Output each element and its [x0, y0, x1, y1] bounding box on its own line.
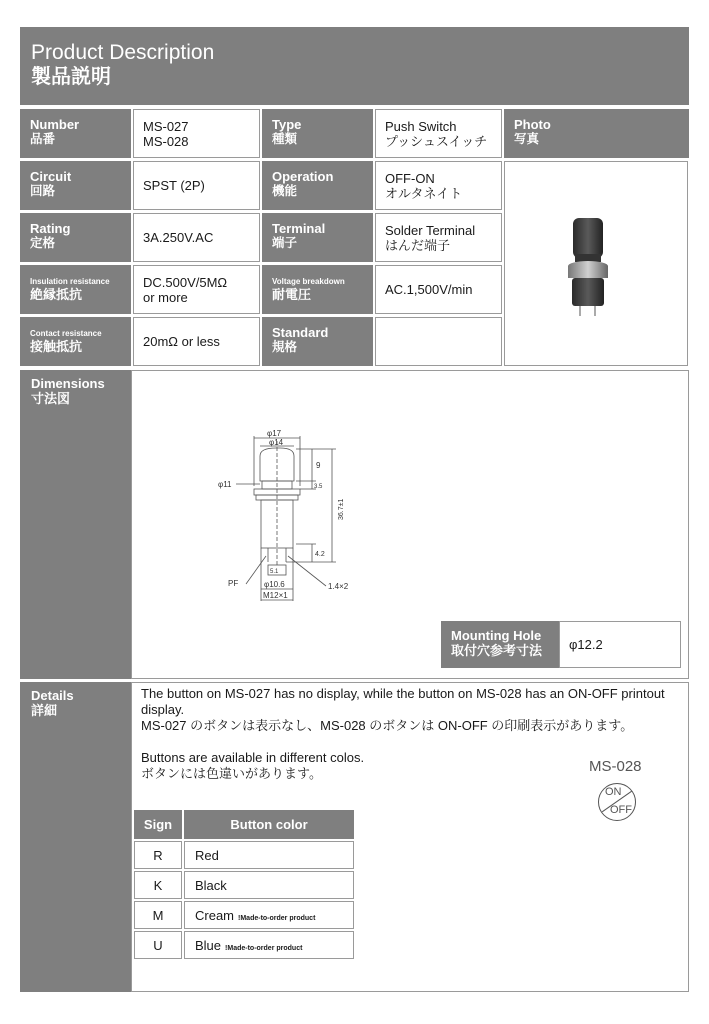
dimensions-label [20, 370, 131, 679]
dim-pf: PF [228, 579, 239, 588]
dimensions-content [131, 370, 689, 679]
rating-value-text: 3A.250V.AC [143, 230, 214, 245]
dim-phi106: φ10.6 [264, 580, 285, 589]
operation-value-jp: オルタネイト [385, 185, 463, 201]
dim-h42: 4.2 [315, 551, 325, 558]
page-subtitle: 製品説明 [31, 66, 111, 88]
circuit-value [133, 161, 260, 210]
type-value-jp: プッシュスイッチ [385, 133, 488, 149]
contact-value-text: 20mΩ or less [143, 334, 220, 349]
insulation-value [133, 265, 260, 314]
badge-off-text: OFF [610, 804, 632, 816]
operation-value [375, 161, 502, 210]
on-off-badge [598, 783, 636, 821]
details-para2 [141, 750, 541, 782]
number-label-jp: 品番 [30, 132, 56, 146]
contact-value [133, 317, 260, 366]
contact-label [20, 317, 131, 366]
mounting-hole-value [559, 621, 681, 668]
photo-label [504, 109, 689, 158]
standard-label [262, 317, 373, 366]
dimensions-label-jp: 寸法図 [31, 391, 71, 406]
insulation-label-en: Insulation resistance [30, 277, 110, 286]
number-value [133, 109, 260, 158]
dim-term: 1.4×2 [328, 582, 349, 591]
contact-label-jp: 接触抵抗 [30, 339, 83, 354]
dim-w51: 5.1 [270, 569, 279, 575]
made-to-order-note: !Made-to-order product [238, 914, 316, 922]
operation-label-jp: 機能 [272, 184, 298, 198]
number-value-2: MS-028 [143, 133, 189, 149]
contact-label-en: Contact resistance [30, 329, 102, 338]
number-value-1: MS-027 [143, 118, 189, 134]
insulation-value-2: or more [143, 289, 188, 305]
details-content [131, 682, 689, 992]
terminal-value [375, 213, 502, 262]
type-value [375, 109, 502, 158]
dim-phi11: φ11 [218, 480, 232, 489]
sign-cell: M [134, 901, 182, 929]
insulation-label [20, 265, 131, 314]
dim-m12: M12×1 [263, 591, 288, 600]
photo-cell [504, 161, 688, 366]
number-label [20, 109, 131, 158]
table-row [134, 931, 354, 959]
dimension-drawing [216, 426, 376, 616]
operation-label-en: Operation [272, 169, 334, 184]
operation-label [262, 161, 373, 210]
made-to-order-note: !Made-to-order product [225, 944, 303, 952]
table-row [134, 841, 354, 869]
operation-value-en: OFF-ON [385, 170, 435, 186]
voltage-label-en: Voltage breakdown [272, 277, 345, 286]
dim-phi14: φ14 [269, 438, 284, 447]
mounting-hole-label-en: Mounting Hole [451, 628, 542, 643]
voltage-label-jp: 耐電圧 [272, 287, 312, 302]
sign-cell: R [134, 841, 182, 869]
standard-value [375, 317, 502, 366]
details-label-jp: 詳細 [31, 703, 58, 718]
details-label [20, 682, 131, 992]
rating-value [133, 213, 260, 262]
color-name: Red [195, 847, 219, 863]
dim-h367: 36.7±1 [338, 498, 345, 520]
mounting-hole-label-jp: 取付穴参考寸法 [451, 643, 543, 658]
page-header [20, 27, 689, 105]
voltage-value-text: AC.1,500V/min [385, 282, 473, 297]
rating-label [20, 213, 131, 262]
insulation-label-jp: 絶縁抵抗 [30, 287, 83, 302]
table-row [134, 901, 354, 929]
col-header-sign: Sign [134, 810, 182, 839]
type-label-en: Type [272, 117, 302, 132]
voltage-label [262, 265, 373, 314]
details-para1 [141, 686, 671, 734]
photo-label-jp: 写真 [514, 132, 540, 146]
col-header-color: Button color [184, 810, 354, 839]
terminal-label [262, 213, 373, 262]
details-para2-en: Buttons are available in different colos. [141, 750, 365, 765]
circuit-value-text: SPST (2P) [143, 178, 205, 193]
details-para2-jp: ボタンには色違いがあります。 [141, 766, 322, 781]
details-label-en: Details [31, 688, 74, 703]
terminal-value-jp: はんだ端子 [385, 237, 451, 253]
color-cell [184, 931, 354, 959]
ms028-label: MS-028 [589, 758, 642, 775]
color-name: Black [195, 877, 227, 893]
standard-label-jp: 規格 [272, 340, 298, 354]
dim-h35: 3.5 [314, 484, 323, 490]
color-cell [184, 901, 354, 929]
color-name: Cream [195, 907, 235, 923]
button-color-table [132, 808, 356, 961]
terminal-label-en: Terminal [272, 221, 326, 236]
circuit-label [20, 161, 131, 210]
insulation-value-1: DC.500V/5MΩ [143, 274, 228, 290]
color-name: Blue [195, 937, 222, 953]
color-cell [184, 871, 354, 899]
terminal-value-en: Solder Terminal [385, 222, 476, 238]
standard-label-en: Standard [272, 325, 329, 340]
dimensions-label-en: Dimensions [31, 376, 105, 391]
sign-cell: U [134, 931, 182, 959]
rating-label-en: Rating [30, 221, 71, 236]
dim-h9: 9 [316, 461, 321, 470]
table-row [134, 871, 354, 899]
circuit-label-jp: 回路 [30, 184, 56, 198]
details-para1-jp: MS-027 のボタンは表示なし、MS-028 のボタンは ON-OFF の印刷表示があります。 [141, 718, 634, 733]
number-label-en: Number [30, 117, 80, 132]
type-label [262, 109, 373, 158]
circuit-label-en: Circuit [30, 169, 72, 184]
type-value-en: Push Switch [385, 118, 457, 134]
sign-cell: K [134, 871, 182, 899]
voltage-value [375, 265, 502, 314]
mounting-hole-value-text: φ12.2 [569, 637, 603, 652]
mounting-hole-label [441, 621, 559, 668]
color-cell [184, 841, 354, 869]
push-switch-photo [505, 162, 689, 367]
photo-label-en: Photo [514, 117, 551, 132]
rating-label-jp: 定格 [30, 236, 56, 250]
type-label-jp: 種類 [272, 132, 298, 146]
details-para1-en: The button on MS-027 has no display, while the button on MS-028 has an ON-OFF printout display. [141, 686, 665, 717]
terminal-label-jp: 端子 [272, 236, 298, 250]
page-title: Product Description [31, 41, 215, 64]
dim-phi17: φ17 [267, 429, 282, 438]
badge-on-text: ON [605, 786, 622, 798]
